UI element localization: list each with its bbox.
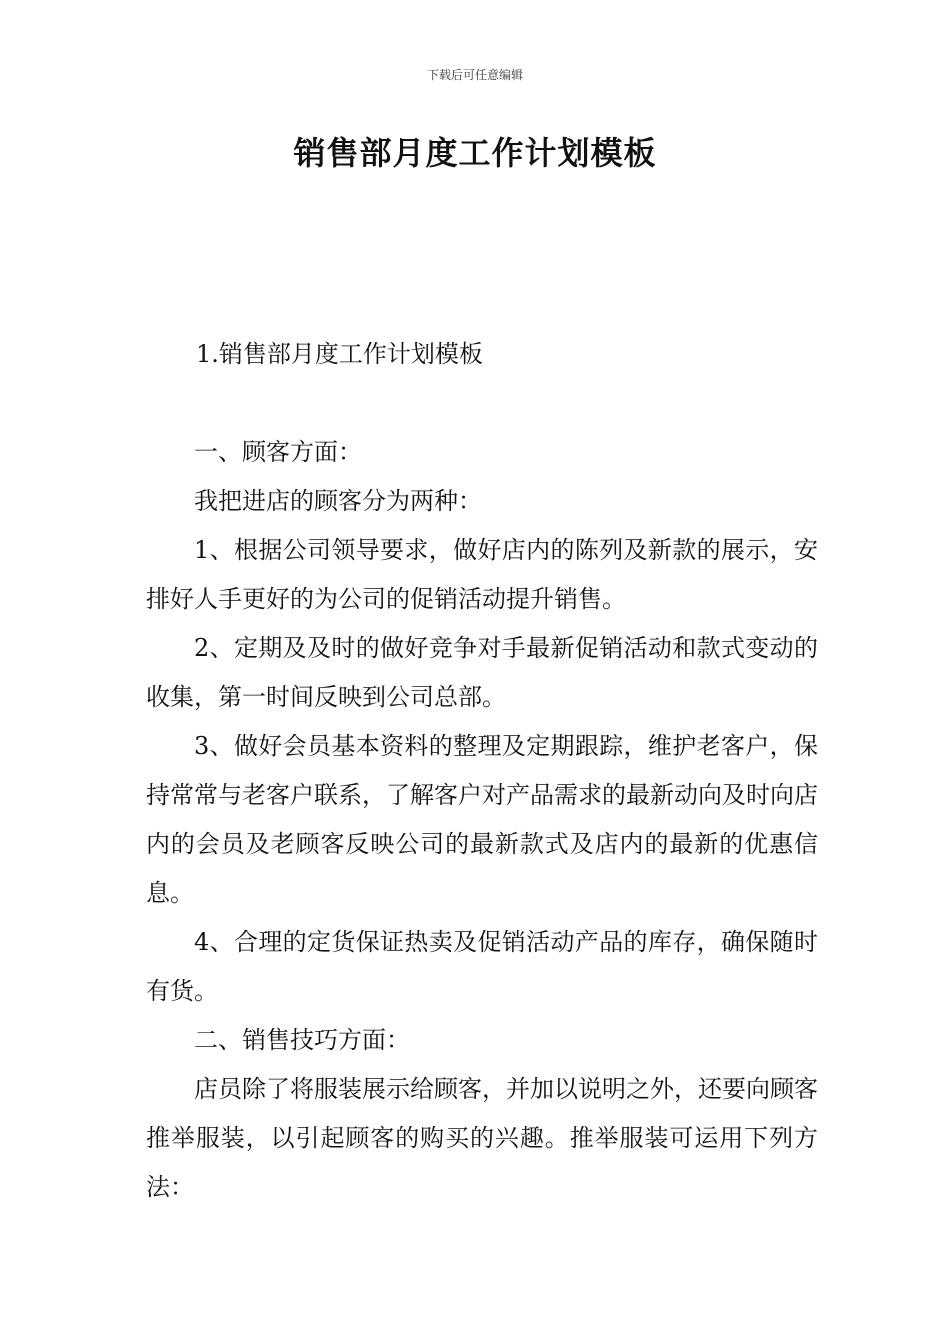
paragraph-customer-heading: 一、顾客方面： — [194, 438, 362, 466]
paragraph-item-3: 3、做好会员基本资料的整理及定期跟踪，维护老客户，保持常常与老客户联系，了解客户对产品需求的最新动向及时向店内的会员及老顾客反映公司的最新款式及店内的最新的优惠信息。 — [146, 732, 818, 907]
document-body — [146, 428, 818, 1212]
section-title: 1.销售部月度工作计划模板 — [196, 340, 483, 368]
header-note: 下载后可任意编辑 — [426, 68, 523, 82]
paragraph-customer-types: 我把进店的顾客分为两种： — [194, 487, 482, 515]
paragraph-item-2: 2、定期及及时的做好竞争对手最新促销活动和款式变动的收集，第一时间反映到公司总部。 — [146, 634, 818, 711]
paragraph-sales-skills-heading: 二、销售技巧方面： — [194, 1026, 410, 1054]
paragraph-sales-skills-body: 店员除了将服装展示给顾客，并加以说明之外，还要向顾客推举服装，以引起顾客的购买的兴趣。推举服装可运用下列方法： — [146, 1075, 818, 1201]
document-title: 销售部月度工作计划模板 — [293, 134, 657, 172]
paragraph-item-1: 1、根据公司领导要求，做好店内的陈列及新款的展示，安排好人手更好的为公司的促销活动提升销售。 — [146, 536, 818, 613]
paragraph-item-4: 4、合理的定货保证热卖及促销活动产品的库存，确保随时有货。 — [146, 928, 818, 1005]
